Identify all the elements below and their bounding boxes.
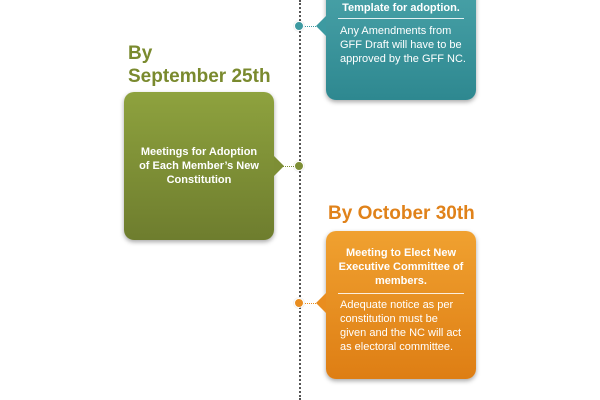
timeline-card-olive <box>124 92 274 240</box>
date-label-line-1: By <box>128 43 153 64</box>
timeline-card-teal <box>326 0 476 100</box>
timeline-node-orange <box>294 298 304 308</box>
timeline-node-teal <box>294 21 304 31</box>
card-divider <box>338 293 464 294</box>
card-body: Adequate notice as per constitution must be given and the NC will act as electoral committee. <box>340 299 462 353</box>
card-body: Any Amendments from GFF Draft will have to be approved by the GFF NC. <box>340 25 466 65</box>
card-divider <box>338 18 464 19</box>
card-title: Meeting to Elect New Executive Committee of members. <box>338 247 464 287</box>
card-title: Template for adoption. <box>342 2 460 14</box>
timeline-node-olive <box>294 161 304 171</box>
card-title: Meetings for Adoption of Each Member’s New Constitution <box>139 146 259 186</box>
timeline-card-orange <box>326 231 476 379</box>
date-label-line-2: September 25th <box>128 65 271 87</box>
timeline-connector <box>302 303 326 304</box>
timeline-spine <box>299 0 301 400</box>
date-label-september <box>128 43 271 89</box>
date-label-october: By October 30th <box>328 203 475 224</box>
timeline-connector <box>274 166 296 167</box>
